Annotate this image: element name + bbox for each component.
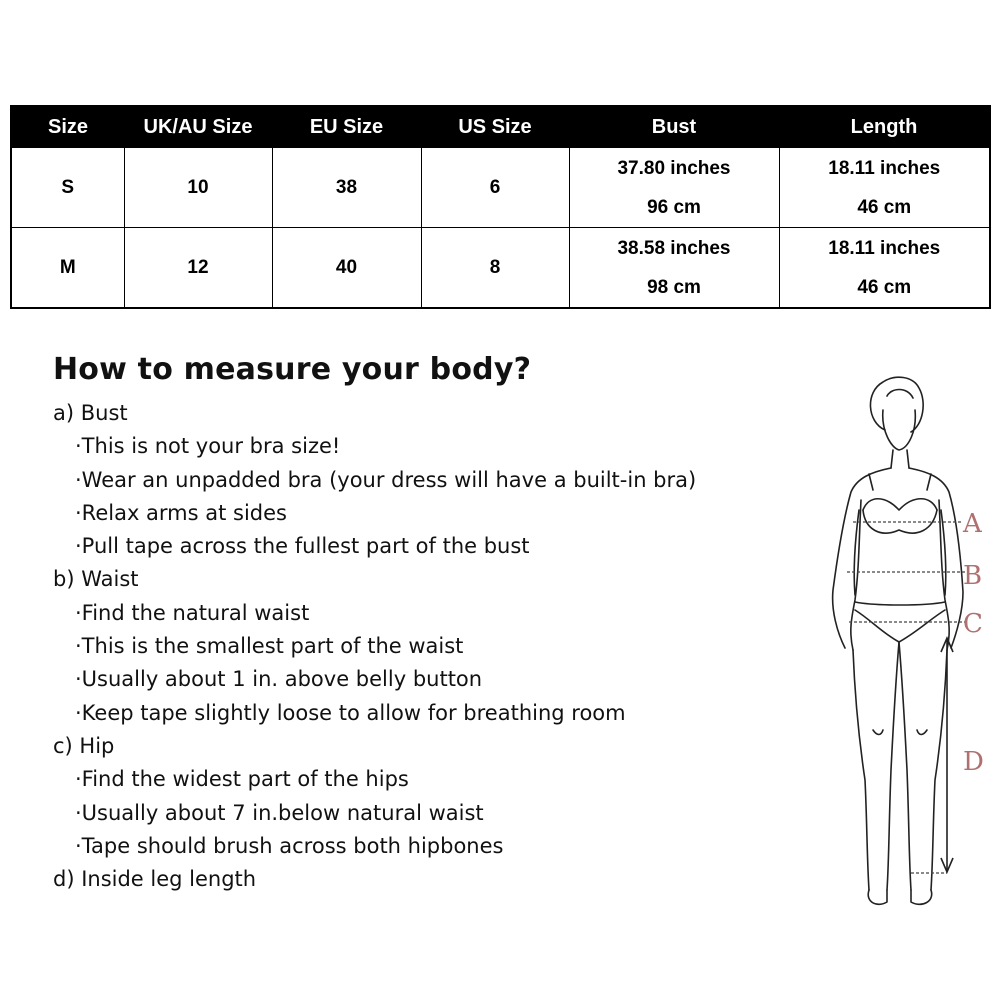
cell-size: M <box>11 228 124 309</box>
guide-heading-hip: c) Hip <box>53 733 115 758</box>
body-outline-illustration <box>815 370 995 915</box>
header-length: Length <box>779 106 990 148</box>
cell-length <box>779 148 990 228</box>
guide-tip: ·Usually about 7 in.below natural waist <box>75 800 484 825</box>
size-chart-table <box>10 105 991 309</box>
label-a: A <box>963 509 982 539</box>
cell-uk-au: 10 <box>124 148 272 228</box>
length-cm: 46 cm <box>857 196 912 218</box>
header-eu-size: EU Size <box>272 106 421 148</box>
length-inches: 18.11 inches <box>828 237 941 259</box>
guide-tip: ·Wear an unpadded bra (your dress will have a built-in bra) <box>75 467 697 492</box>
guide-tip: ·This is the smallest part of the waist <box>75 634 464 659</box>
guide-tip: ·Usually about 1 in. above belly button <box>75 667 483 692</box>
body-measurement-figure <box>815 370 995 915</box>
header-uk-au-size: UK/AU Size <box>124 106 272 148</box>
length-inches: 18.11 inches <box>828 157 941 179</box>
header-us-size: US Size <box>421 106 569 148</box>
cell-eu: 38 <box>272 148 421 228</box>
guide-tip: ·Relax arms at sides <box>75 500 287 525</box>
bust-inches: 37.80 inches <box>617 157 731 179</box>
guide-heading-bust: a) Bust <box>53 401 128 425</box>
cell-size: S <box>11 148 124 228</box>
guide-tip: ·Keep tape slightly loose to allow for breathing room <box>75 700 626 725</box>
label-b: B <box>963 561 983 591</box>
guide-heading-inside-leg: d) Inside leg length <box>53 867 257 892</box>
table-row <box>11 148 990 228</box>
cell-uk-au: 12 <box>124 228 272 309</box>
header-size: Size <box>11 106 124 148</box>
measurement-guide <box>53 352 813 896</box>
bust-cm: 96 cm <box>647 196 701 218</box>
label-d: D <box>963 747 984 777</box>
cell-us: 8 <box>421 228 569 309</box>
length-cm: 46 cm <box>857 276 912 298</box>
bust-inches: 38.58 inches <box>617 237 731 259</box>
guide-heading-waist: b) Waist <box>53 567 139 592</box>
guide-tip: ·This is not your bra size! <box>75 434 341 459</box>
bust-cm: 98 cm <box>647 276 701 298</box>
table-header-row <box>11 106 990 148</box>
guide-title: How to measure your body? <box>53 352 532 387</box>
cell-eu: 40 <box>272 228 421 309</box>
guide-tip: ·Pull tape across the fullest part of the bust <box>75 534 530 559</box>
guide-tip: ·Find the widest part of the hips <box>75 767 409 792</box>
cell-us: 6 <box>421 148 569 228</box>
guide-list <box>53 397 813 896</box>
cell-bust <box>569 228 779 309</box>
label-c: C <box>963 609 983 639</box>
guide-tip: ·Find the natural waist <box>75 600 310 625</box>
guide-tip: ·Tape should brush across both hipbones <box>75 833 504 858</box>
table-row <box>11 228 990 309</box>
cell-bust <box>569 148 779 228</box>
cell-length <box>779 228 990 309</box>
header-bust: Bust <box>569 106 779 148</box>
